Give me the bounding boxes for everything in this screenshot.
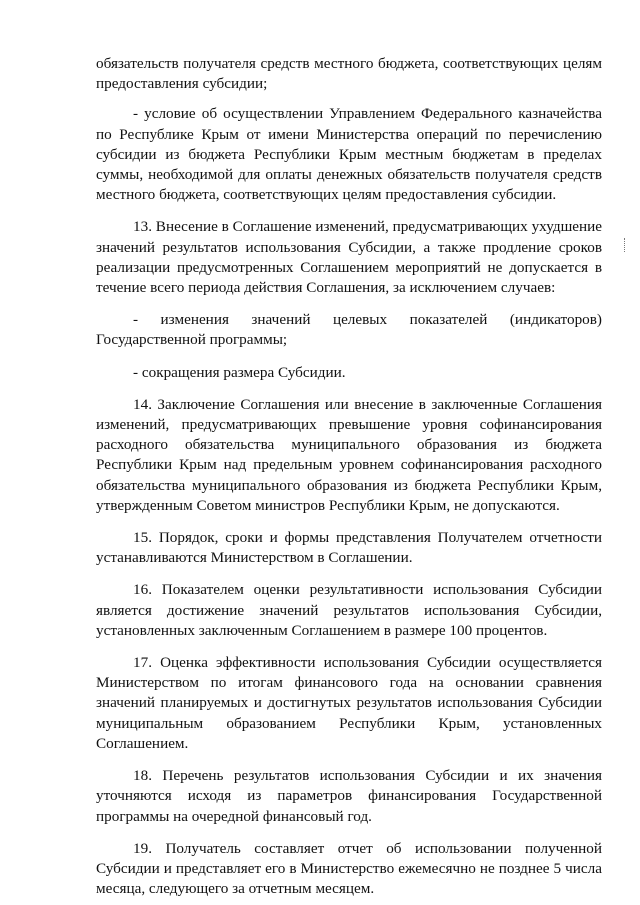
- paragraph-14: 14. Заключение Соглашения или внесение в заключенные Соглашения изменений, предусматривающих превышение уровня софинансирования расходного обязательства муниципального образования из бюджета Республики Крым над предельным уровнем софинансирования расходного обязательства муниципального образования из бюджета Республики Крым, утвержденным Советом министров Республики Крым, не допускаются.: [96, 395, 602, 514]
- paragraph-15: 15. Порядок, сроки и формы представления Получателем отчетности устанавливаются Министерством в Соглашении.: [96, 529, 602, 567]
- document-page: [96, 54, 602, 899]
- paragraph-13: 13. Внесение в Соглашение изменений, предусматривающих ухудшение значений результатов использования Субсидии, а также продление сроков реализации предусмотренных Соглашением мероприятий не допускается в течение всего периода действия Соглашения, за исключением случаев:: [96, 218, 602, 297]
- paragraph-exception-indicators: - изменения значений целевых показателей (индикаторов) Государственной программы;: [96, 311, 602, 349]
- paragraph-16: 16. Показателем оценки результативности использования Субсидии является достижение значений результатов использования Субсидии, установленных заключенным Соглашением в размере 100 процентов.: [96, 581, 602, 639]
- paragraph-17: 17. Оценка эффективности использования Субсидии осуществляется Министерством по итогам финансового года на основании сравнения значений планируемых и достигнутых результатов использования Субсидии муниципальным образованием Республики Крым, установленных Соглашением.: [96, 654, 602, 752]
- paragraph-18: 18. Перечень результатов использования Субсидии и их значения уточняются исходя из параметров финансирования Государственной программы на очередной финансовый год.: [96, 767, 602, 825]
- scan-margin-mark: [624, 238, 627, 252]
- paragraph-exception-reduction: - сокращения размера Субсидии.: [133, 363, 346, 381]
- paragraph-condition-treasury: - условие об осуществлении Управлением Федерального казначейства по Республике Крым от имени Министерства операций по перечислению субсидии из бюджета Республики Крым местным бюджетам в пределах суммы, необходимой для оплаты денежных обязательств получателя средств местного бюджета, соответствующих целям предоставления субсидии.: [96, 105, 602, 204]
- paragraph-continuation: обязательств получателя средств местного бюджета, соответствующих целям предоставления субсидии;: [96, 55, 602, 93]
- paragraph-19: 19. Получатель составляет отчет об использовании полученной Субсидии и представляет его в Министерство ежемесячно не позднее 5 числа месяца, следующего за отчетным месяцем.: [96, 839, 602, 898]
